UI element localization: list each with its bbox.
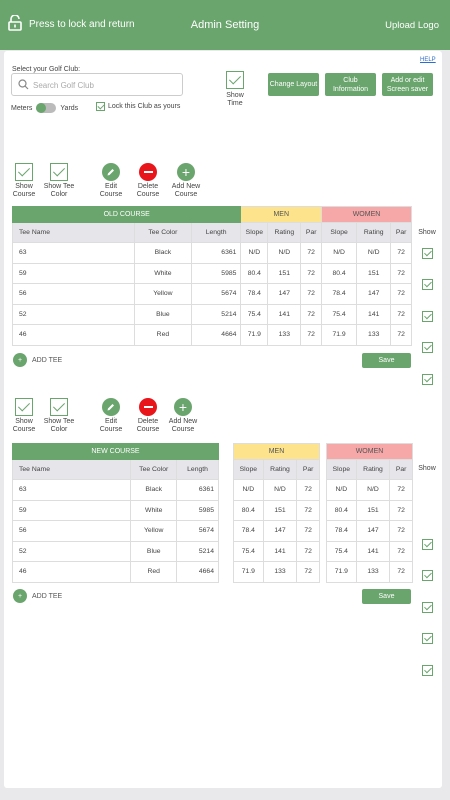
tee-name-cell[interactable]: 56 [13, 521, 131, 542]
table-row[interactable] [234, 562, 320, 583]
show-time-checkbox[interactable] [226, 71, 244, 89]
show-tee-color-toggle[interactable] [41, 398, 77, 434]
table-row[interactable] [13, 500, 219, 521]
col-women-slope: Slope [327, 460, 357, 480]
length-cell[interactable]: 5214 [177, 541, 219, 562]
table-row[interactable] [234, 521, 320, 542]
men-slope-cell[interactable]: 78.4 [234, 521, 264, 542]
women-rating-cell[interactable]: N/D [357, 243, 391, 264]
men-slope-cell[interactable]: 75.4 [241, 304, 268, 325]
men-rating-cell[interactable]: 141 [263, 541, 297, 562]
tee-name-cell[interactable]: 52 [13, 541, 131, 562]
tee-color-cell[interactable]: White [131, 500, 177, 521]
change-layout-button[interactable]: Change Layout [268, 73, 319, 96]
screen-saver-button[interactable]: Add or edit Screen saver [382, 73, 433, 96]
lock-club-checkbox[interactable] [96, 102, 105, 111]
units-toggle[interactable] [36, 103, 56, 113]
men-slope-cell[interactable]: 71.9 [234, 562, 264, 583]
save-button[interactable]: Save [362, 353, 411, 368]
add-tee-button[interactable] [13, 589, 62, 603]
length-cell[interactable]: 4664 [177, 562, 219, 583]
upload-logo-link[interactable]: Upload Logo [385, 20, 439, 31]
club-information-button[interactable]: Club Information [325, 73, 376, 96]
show-row-checkbox[interactable] [422, 342, 433, 353]
women-par-cell[interactable]: 72 [391, 243, 412, 264]
women-rating-cell[interactable]: 141 [357, 304, 391, 325]
women-par-cell[interactable]: 72 [390, 562, 413, 583]
length-cell[interactable]: 5214 [191, 304, 241, 325]
tee-name-cell[interactable]: 46 [13, 325, 135, 346]
women-rating-cell[interactable]: 147 [357, 284, 391, 305]
tee-color-cell[interactable]: Yellow [134, 284, 191, 305]
women-par-cell[interactable]: 72 [390, 480, 413, 501]
men-slope-cell[interactable]: 80.4 [234, 500, 264, 521]
table-row[interactable] [327, 521, 413, 542]
women-slope-cell[interactable]: 75.4 [327, 541, 357, 562]
women-header: WOMEN [322, 207, 412, 223]
men-slope-cell[interactable]: 78.4 [241, 284, 268, 305]
col-men-slope: Slope [234, 460, 264, 480]
table-row[interactable] [327, 541, 413, 562]
club-label: Select your Golf Club: [12, 66, 81, 73]
edit-course-button[interactable] [93, 398, 129, 434]
tee-name-cell[interactable]: 63 [13, 480, 131, 501]
length-cell[interactable]: 6361 [177, 480, 219, 501]
course-name: OLD COURSE [13, 207, 241, 223]
old-course-table [12, 206, 412, 346]
men-par-cell[interactable]: 72 [297, 562, 320, 583]
show-row-checkbox[interactable] [422, 279, 433, 290]
table-row[interactable] [13, 304, 412, 325]
minus-icon[interactable] [139, 163, 157, 181]
course-name: NEW COURSE [13, 444, 219, 460]
men-par-cell[interactable]: 72 [297, 480, 320, 501]
women-slope-cell[interactable]: 71.9 [327, 562, 357, 583]
men-par-cell[interactable]: 72 [301, 304, 322, 325]
men-header: MEN [241, 207, 322, 223]
show-tee-color-label: Show Tee Color [43, 183, 75, 198]
new-course-table [12, 443, 219, 583]
col-tee-name: Tee Name [13, 460, 131, 480]
table-row[interactable] [327, 480, 413, 501]
add-tee-button[interactable] [13, 353, 62, 367]
tee-name-cell[interactable]: 56 [13, 284, 135, 305]
lock-and-return-link[interactable]: Press to lock and return [29, 19, 135, 30]
women-par-cell[interactable]: 72 [391, 263, 412, 284]
show-time-option[interactable] [223, 71, 247, 108]
add-new-course-button[interactable] [168, 163, 204, 199]
women-par-cell[interactable]: 72 [390, 500, 413, 521]
table-row[interactable] [327, 500, 413, 521]
col-women-par: Par [390, 460, 413, 480]
column-header-row [13, 223, 412, 243]
col-length: Length [177, 460, 219, 480]
table-row[interactable] [13, 541, 219, 562]
tee-color-cell[interactable]: Blue [134, 304, 191, 325]
length-cell[interactable]: 5985 [191, 263, 241, 284]
length-cell[interactable]: 6361 [191, 243, 241, 264]
show-course-checkbox[interactable] [15, 163, 33, 181]
tee-name-cell[interactable]: 52 [13, 304, 135, 325]
show-column-header: Show [418, 465, 436, 472]
men-slope-cell[interactable]: 80.4 [241, 263, 268, 284]
table-row[interactable] [13, 325, 412, 346]
add-tee-label: ADD TEE [32, 356, 63, 364]
women-par-cell[interactable]: 72 [391, 304, 412, 325]
tee-color-cell[interactable]: Yellow [131, 521, 177, 542]
women-slope-cell[interactable]: 80.4 [322, 263, 357, 284]
pencil-icon[interactable] [102, 398, 120, 416]
women-slope-cell[interactable]: 71.9 [322, 325, 357, 346]
men-rating-cell[interactable]: 133 [268, 325, 301, 346]
tee-name-cell[interactable]: 59 [13, 263, 135, 284]
pencil-icon[interactable] [102, 163, 120, 181]
men-rating-cell[interactable]: 151 [268, 263, 301, 284]
show-row-checkbox[interactable] [422, 602, 433, 613]
col-men-slope: Slope [241, 223, 268, 243]
table-row[interactable] [13, 562, 219, 583]
length-cell[interactable]: 4664 [191, 325, 241, 346]
tee-name-cell[interactable]: 59 [13, 500, 131, 521]
table-row[interactable] [13, 263, 412, 284]
settings-card [4, 51, 442, 788]
help-link[interactable]: HELP [420, 57, 436, 63]
women-par-cell[interactable]: 72 [391, 325, 412, 346]
tee-color-cell[interactable]: White [134, 263, 191, 284]
men-rating-cell[interactable]: 151 [263, 500, 297, 521]
show-course-toggle[interactable] [6, 163, 42, 199]
add-new-course-button[interactable] [165, 398, 201, 434]
col-length: Length [191, 223, 241, 243]
men-slope-cell[interactable]: N/D [234, 480, 264, 501]
women-slope-cell[interactable]: N/D [327, 480, 357, 501]
men-slope-cell[interactable]: 75.4 [234, 541, 264, 562]
women-par-cell[interactable]: 72 [390, 541, 413, 562]
men-rating-cell[interactable]: 147 [263, 521, 297, 542]
women-rating-cell[interactable]: N/D [356, 480, 390, 501]
show-tee-color-checkbox[interactable] [50, 163, 68, 181]
delete-course-button[interactable] [130, 163, 166, 199]
women-rating-cell[interactable]: 133 [356, 562, 390, 583]
show-tee-color-checkbox[interactable] [50, 398, 68, 416]
men-par-cell[interactable]: 72 [297, 541, 320, 562]
tee-color-cell[interactable]: Blue [131, 541, 177, 562]
tee-name-cell[interactable]: 46 [13, 562, 131, 583]
men-par-cell[interactable]: 72 [301, 284, 322, 305]
women-header: WOMEN [327, 444, 413, 460]
yards-label: Yards [60, 104, 79, 112]
add-tee-label: ADD TEE [32, 592, 63, 600]
plus-icon: + [13, 589, 27, 603]
table-row[interactable] [13, 243, 412, 264]
length-cell[interactable]: 5674 [191, 284, 241, 305]
show-tee-color-label: Show Tee Color [43, 418, 75, 433]
women-slope-cell[interactable]: N/D [322, 243, 357, 264]
search-icon [18, 79, 29, 90]
lock-club-option[interactable] [96, 102, 180, 111]
women-par-cell[interactable]: 72 [390, 521, 413, 542]
col-tee-color: Tee Color [131, 460, 177, 480]
men-rating-cell[interactable]: 141 [268, 304, 301, 325]
col-women-slope: Slope [322, 223, 357, 243]
table-row[interactable] [234, 480, 320, 501]
save-button[interactable]: Save [362, 589, 411, 604]
men-rating-cell[interactable]: 147 [268, 284, 301, 305]
delete-course-button[interactable] [130, 398, 166, 434]
table-row[interactable] [13, 284, 412, 305]
men-par-cell[interactable]: 72 [301, 325, 322, 346]
col-men-par: Par [301, 223, 322, 243]
units-toggle-group [11, 102, 78, 114]
show-row-checkbox[interactable] [422, 633, 433, 644]
length-cell[interactable]: 5985 [177, 500, 219, 521]
top-bar [0, 0, 450, 50]
show-course-toggle[interactable] [6, 398, 42, 434]
men-slope-cell[interactable]: 71.9 [241, 325, 268, 346]
col-men-rating: Rating [263, 460, 297, 480]
col-women-par: Par [391, 223, 412, 243]
plus-icon: + [13, 353, 27, 367]
tee-color-cell[interactable]: Red [131, 562, 177, 583]
men-rating-cell[interactable]: N/D [268, 243, 301, 264]
show-row-checkbox[interactable] [422, 539, 433, 550]
show-course-label: Show Course [12, 183, 36, 198]
tee-color-cell[interactable]: Red [134, 325, 191, 346]
meters-label: Meters [11, 104, 33, 112]
new-course-men-table [233, 443, 320, 583]
edit-course-label: Edit Course [99, 183, 123, 198]
table-row[interactable] [234, 500, 320, 521]
show-course-label: Show Course [12, 418, 36, 433]
delete-course-label: Delete Course [136, 418, 160, 433]
women-slope-cell[interactable]: 78.4 [327, 521, 357, 542]
club-search-box [11, 73, 183, 96]
show-course-checkbox[interactable] [15, 398, 33, 416]
delete-course-label: Delete Course [136, 183, 160, 198]
plus-icon[interactable]: + [174, 398, 192, 416]
women-rating-cell[interactable]: 151 [357, 263, 391, 284]
add-new-course-label: Add New Course [171, 183, 201, 198]
men-header: MEN [234, 444, 320, 460]
show-row-checkbox[interactable] [422, 570, 433, 581]
length-cell[interactable]: 5674 [177, 521, 219, 542]
table-row[interactable] [234, 541, 320, 562]
tee-color-cell[interactable]: Black [131, 480, 177, 501]
women-slope-cell[interactable]: 75.4 [322, 304, 357, 325]
men-rating-cell[interactable]: N/D [263, 480, 297, 501]
col-women-rating: Rating [356, 460, 390, 480]
show-row-checkbox[interactable] [422, 311, 433, 322]
show-tee-color-toggle[interactable] [41, 163, 77, 199]
tee-color-cell[interactable]: Black [134, 243, 191, 264]
page-title: Admin Setting [190, 19, 260, 31]
add-new-course-label: Add New Course [168, 418, 198, 433]
plus-icon[interactable]: + [177, 163, 195, 181]
women-par-cell[interactable]: 72 [391, 284, 412, 305]
men-par-cell[interactable]: 72 [301, 243, 322, 264]
men-par-cell[interactable]: 72 [301, 263, 322, 284]
new-course-women-table [326, 443, 413, 583]
show-row-checkbox[interactable] [422, 665, 433, 676]
men-slope-cell[interactable]: N/D [241, 243, 268, 264]
minus-icon[interactable] [139, 398, 157, 416]
men-rating-cell[interactable]: 133 [263, 562, 297, 583]
men-par-cell[interactable]: 72 [297, 500, 320, 521]
show-row-checkbox[interactable] [422, 248, 433, 259]
show-column-header: Show [418, 229, 436, 236]
table-row[interactable] [327, 562, 413, 583]
col-tee-color: Tee Color [134, 223, 191, 243]
col-men-par: Par [297, 460, 320, 480]
women-rating-cell[interactable]: 133 [357, 325, 391, 346]
table-row[interactable] [13, 480, 219, 501]
show-time-label: Show Time [226, 92, 244, 107]
women-rating-cell[interactable]: 151 [356, 500, 390, 521]
col-tee-name: Tee Name [13, 223, 135, 243]
edit-course-label: Edit Course [99, 418, 123, 433]
col-men-rating: Rating [268, 223, 301, 243]
women-rating-cell[interactable]: 147 [356, 521, 390, 542]
club-search-input[interactable] [33, 78, 178, 92]
table-row[interactable] [13, 521, 219, 542]
lock-club-label: Lock this Club as yours [108, 103, 181, 110]
women-slope-cell[interactable]: 80.4 [327, 500, 357, 521]
women-slope-cell[interactable]: 78.4 [322, 284, 357, 305]
edit-course-button[interactable] [93, 163, 129, 199]
show-row-checkbox[interactable] [422, 374, 433, 385]
tee-name-cell[interactable]: 63 [13, 243, 135, 264]
men-par-cell[interactable]: 72 [297, 521, 320, 542]
col-women-rating: Rating [357, 223, 391, 243]
women-rating-cell[interactable]: 141 [356, 541, 390, 562]
